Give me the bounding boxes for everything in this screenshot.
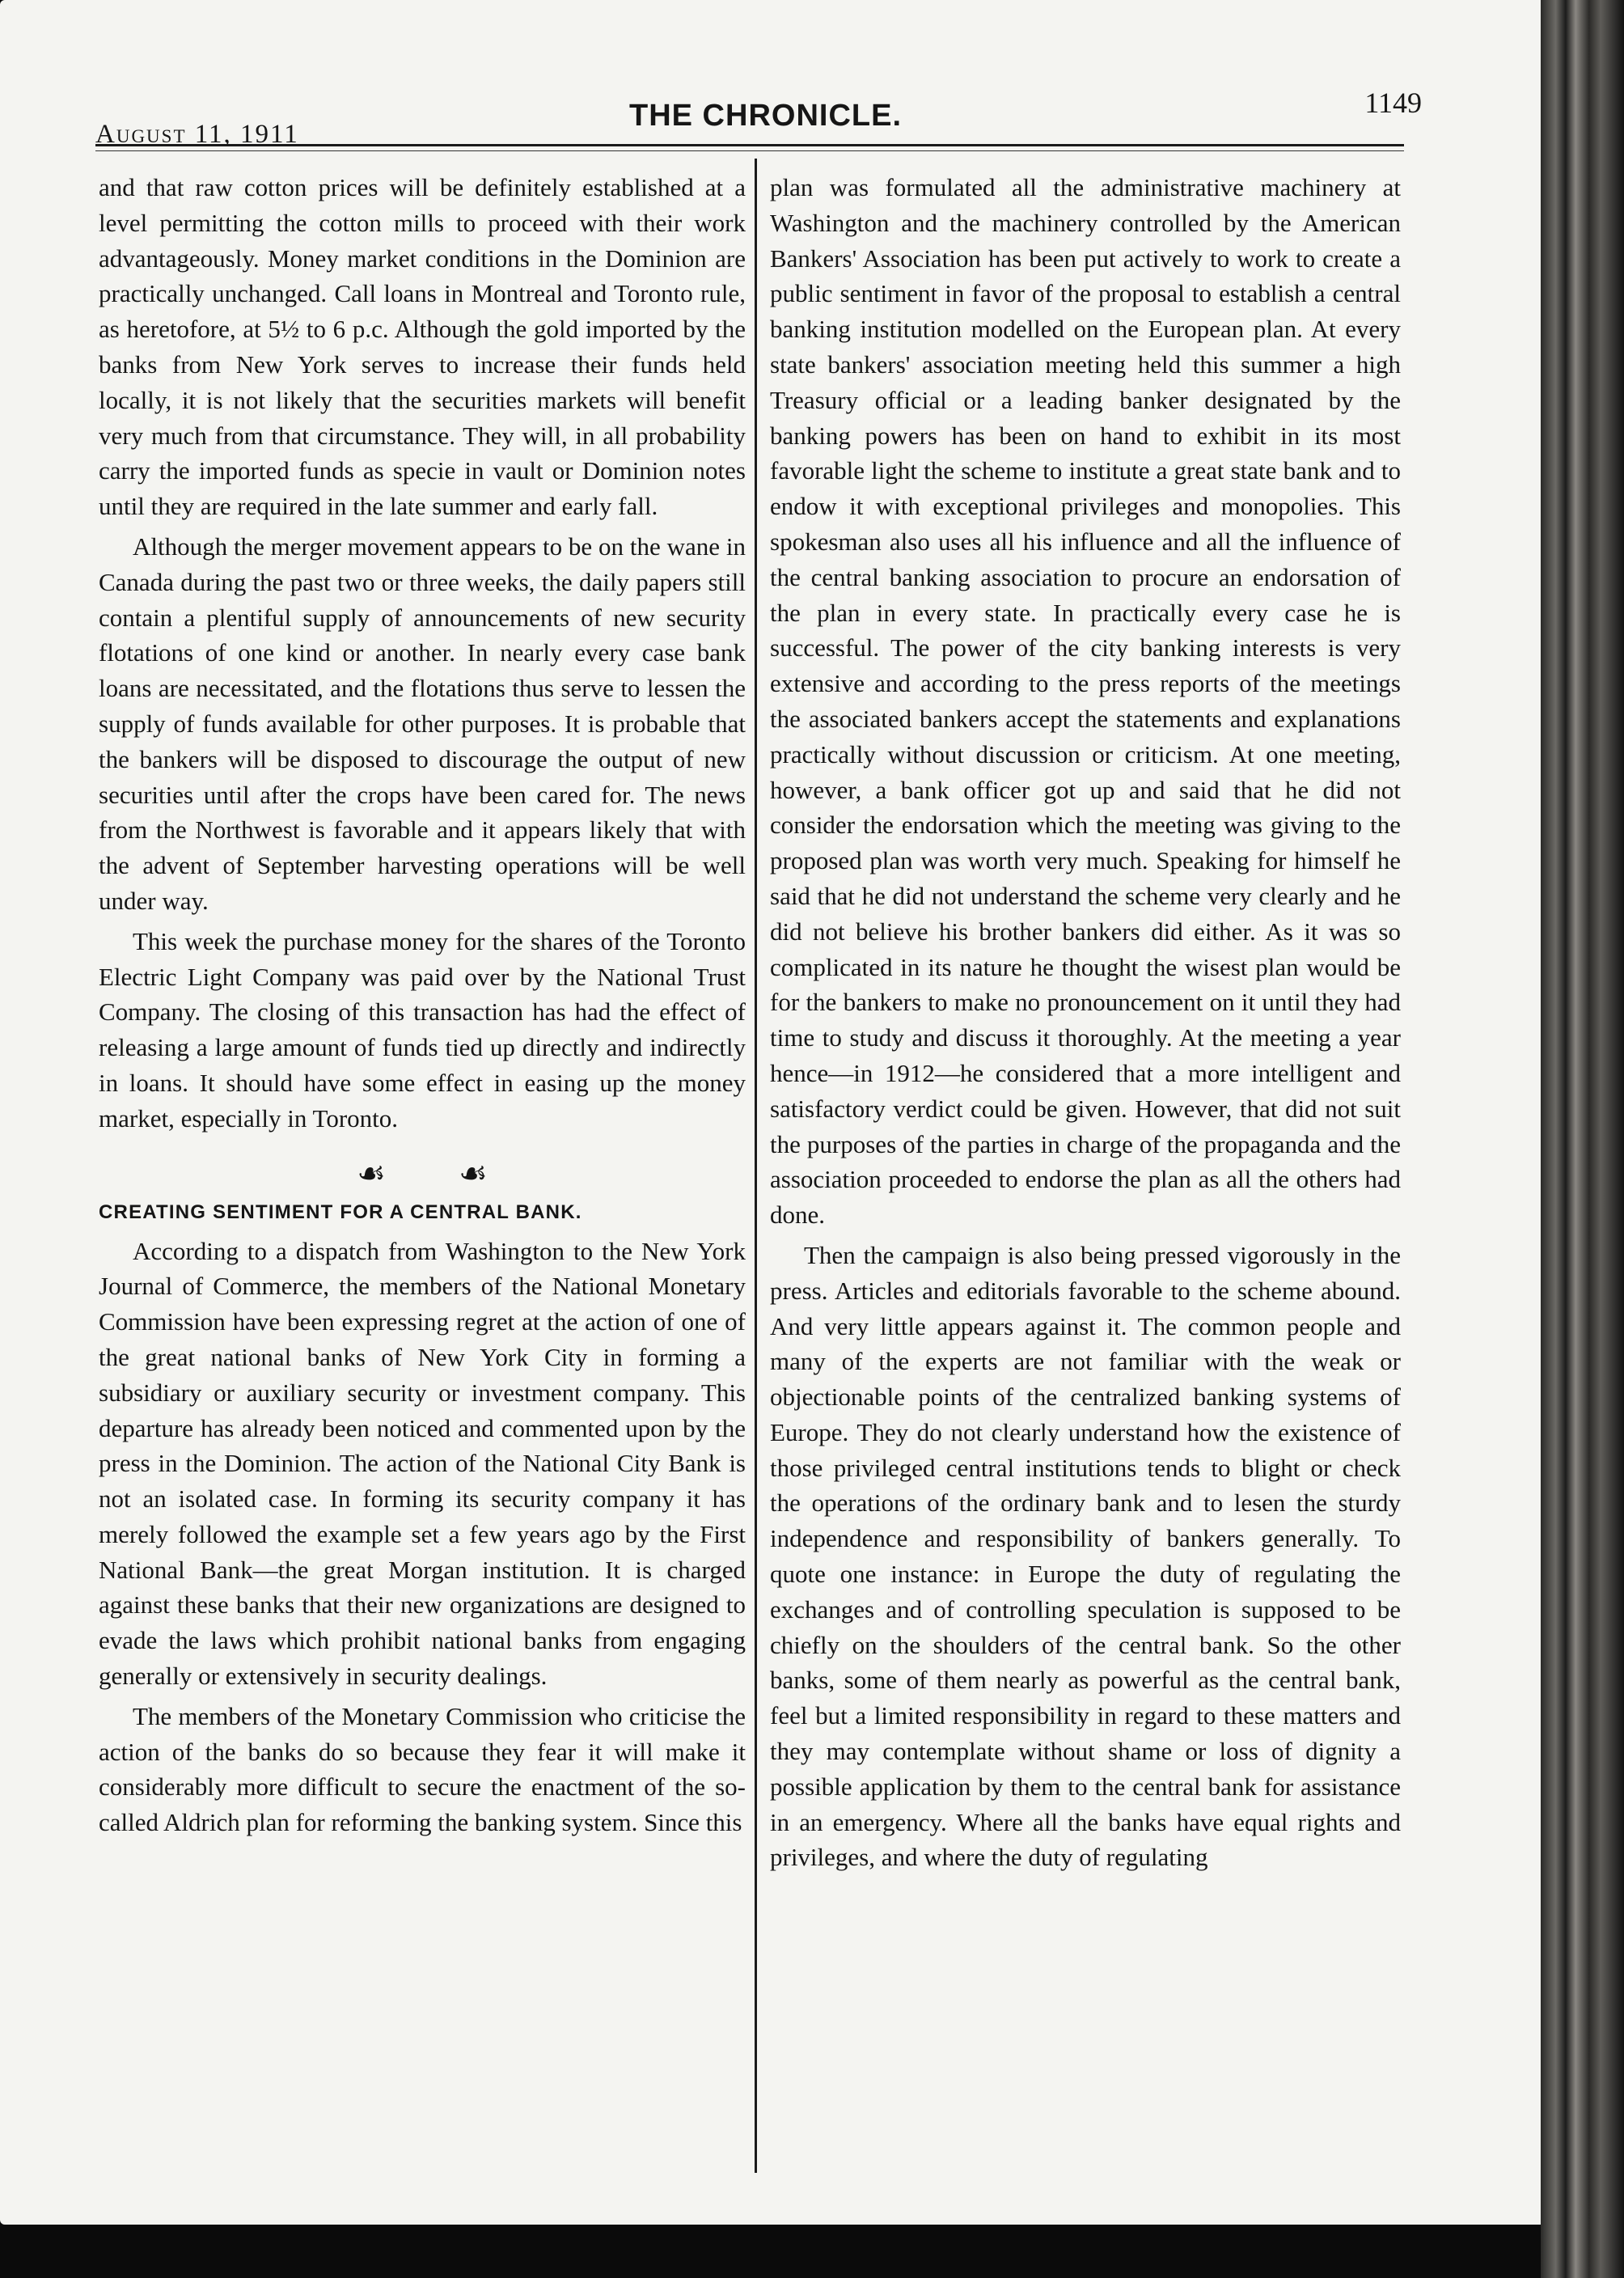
issue-date: August 11, 1911 (95, 120, 299, 149)
page-header (95, 81, 1422, 149)
page-number: 1149 (1364, 87, 1422, 119)
column-divider (755, 159, 757, 2173)
article-paragraph: plan was formulated all the administrative machinery at Washington and the machinery controlled by the American Bankers' Association has been put actively to work to create a public sentiment in favor of the proposal to establish a central banking institution modelled on the European plan. At every state bankers' association meeting held this summer a high Treasury official or a leading banker designated by the banking powers has been on hand to exhibit in its most favorable light the scheme to institute a great state bank and to endow it with exceptional privileges and monopolies. This spokesman also uses all his influence and all the influence of the central banking association to procure an endorsation of the plan in every state. In practically every case he is successful. The power of the city banking interests is very extensive and according to the press reports of the meetings the associated bankers accept the statements and explanations practically without discussion or criticism. At one meeting, however, a bank officer got up and said that he did not consider the endorsation which the meeting was giving to the proposed plan was worth very much. Speaking for himself he said that he did not understand the scheme very clearly and he did not believe his brother bankers did either. As it was so complicated in its nature he thought the wisest plan would be for the bankers to make no pronouncement on it until they had time to study and discuss it thoroughly. At the meeting a year hence—in 1912—he considered that a more intelligent and satisfactory verdict could be given. However, that did not suit the purposes of the parties in charge of the propaganda and the association proceeded to endorse the plan as all the others had done. (770, 173, 1401, 1230)
section-ornament: ☙ ☙ (357, 1154, 520, 1192)
book-spine-edge (1541, 0, 1624, 2278)
left-column (99, 170, 746, 1840)
article-paragraph: The members of the Monetary Commission who criticise the action of the banks do so because they fear it will make it considerably more difficult to secure the enactment of the so-called Aldrich plan for reforming the banking system. Since this (99, 1701, 746, 1837)
article-paragraph: According to a dispatch from Washington to the New York Journal of Commerce, the members of the National Monetary Commission have been expressing regret at the action of one of the great national banks of New York City in forming a subsidiary or auxiliary security or investment company. This departure has already been noticed and commented upon by the press in the Dominion. The action of the National City Bank is not an isolated case. In forming its security company it has merely followed the example set a few years ago by the First National Bank—the great Morgan institution. It is charged against these banks that their new organizations are designed to evade the laws which prohibit national banks from engaging generally or extensively in security dealings. (99, 1236, 746, 1691)
publication-title: THE CHRONICLE. (629, 99, 902, 133)
header-rule-thin (95, 150, 1404, 151)
article-paragraph: This week the purchase money for the shares of the Toronto Electric Light Company was paid over by the National Trust Company. The closing of this transaction has had the effect of releasing a large amount of funds tied up directly and indirectly in loans. It should have some effect in easing up the money market, especially in Toronto. (99, 926, 746, 1133)
article-paragraph: Then the campaign is also being pressed vigorously in the press. Articles and editorials favorable to the scheme abound. And very little appears against it. The common people and many of the experts are not familiar with the weak or objectionable points of the centralized banking systems of Europe. They do not clearly understand how the existence of those privileged central institutions tends to blight or check the operations of the ordinary bank and to lesen the sturdy independence and responsibility of bankers generally. To quote one instance: in Europe the duty of regulating the exchanges and of controlling speculation is supposed to be chiefly on the shoulders of the central bank. So the other banks, some of them nearly as powerful as the central bank, feel but a limited responsibility in regard to these matters and they may contemplate without shame or loss of dignity a possible application by them to the central bank for assistance in an emergency. Where all the banks have equal rights and privileges, and where the duty of regulating (770, 1240, 1401, 1872)
article-paragraph: Although the merger movement appears to be on the wane in Canada during the past two or three weeks, the daily papers still contain a plentiful supply of announcements of new security flotations of one kind or another. In nearly every case bank loans are necessitated, and the flotations thus serve to lessen the supply of funds available for other purposes. It is probable that the bankers will be disposed to discourage the output of new securities until after the crops have been cared for. The news from the Northwest is favorable and it appears likely that with the advent of September harvesting operations will be well under way. (99, 531, 746, 915)
article-paragraph: and that raw cotton prices will be definitely established at a level permitting the cotton mills to proceed with their work advantageously. Money market conditions in the Dominion are practically unchanged. Call loans in Montreal and Toronto rule, as heretofore, at 5½ to 6 p.c. Although the gold imported by the banks from New York serves to increase their funds held locally, it is not likely that the securities markets will benefit very much from that circumstance. They will, in all probability carry the imported funds as specie in vault or Dominion notes until they are required in the late summer and early fall. (99, 173, 746, 521)
section-heading: CREATING SENTIMENT FOR A CENTRAL BANK. (99, 1200, 582, 1223)
right-column (770, 170, 1401, 1875)
header-rule (95, 144, 1404, 146)
